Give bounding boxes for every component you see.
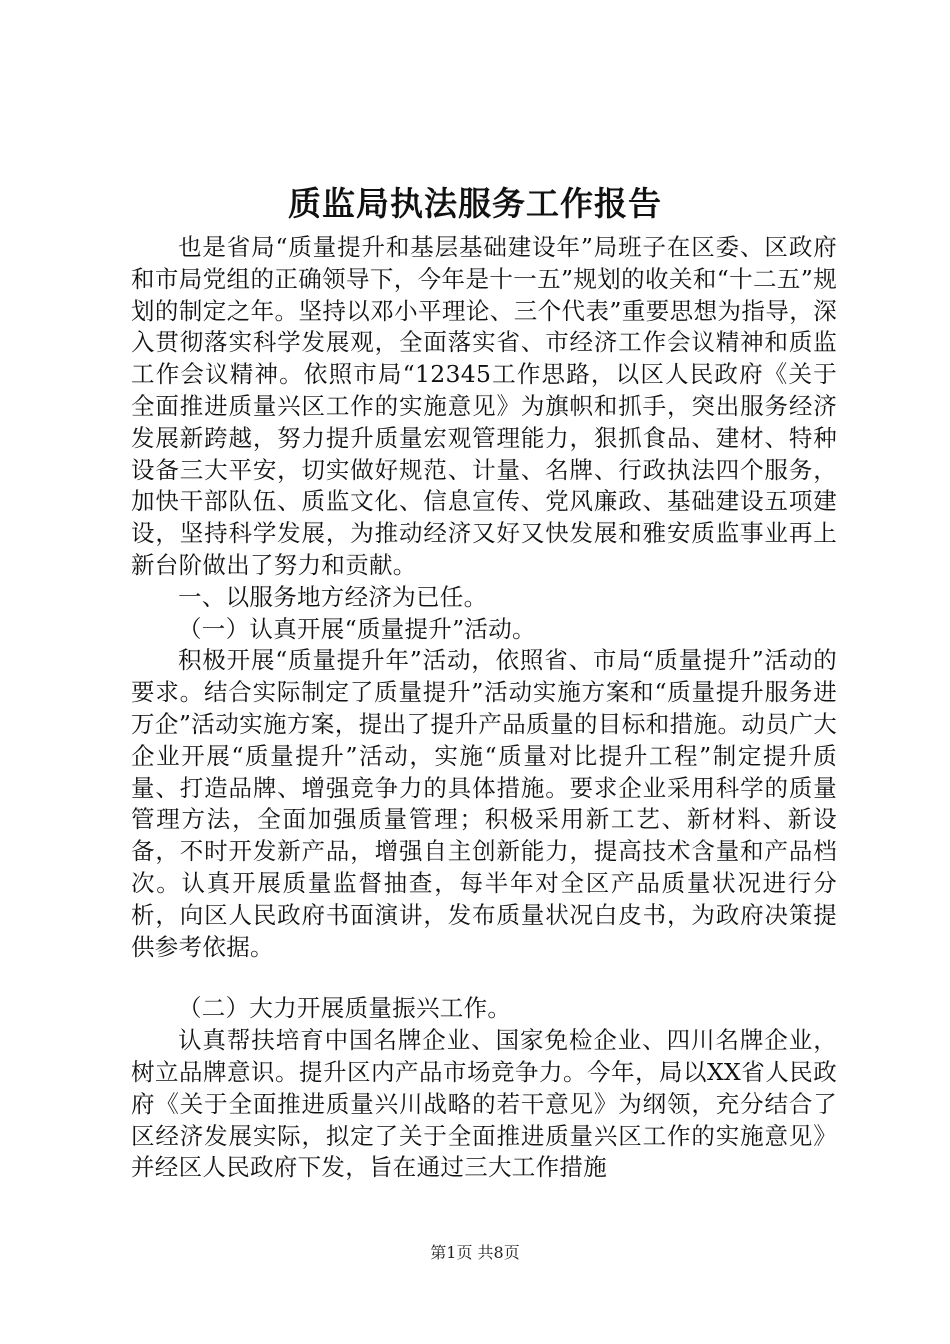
page-number-footer: 第1页 共8页 [430, 1243, 520, 1262]
subsection-heading-2: （二）大力开展质量振兴工作。 [178, 994, 512, 1023]
paragraph-quality-revitalization: 认真帮扶培育中国名牌企业、国家免检企业、四川名牌企业，树立品牌意识。提升区内产品市场竞争力。今年，局以XX省人民政府《关于全面推进质量兴川战略的若干意见》为纲领，充分结合了区经济发展实际，拟定了关于全面推进质量兴区工作的实施意见》并经区人民政府下发，旨在通过三大工作措施 [131, 1026, 837, 1182]
subsection-heading-1: （一）认真开展“质量提升”活动。 [178, 614, 536, 643]
document-title: 质监局执法服务工作报告 [288, 184, 662, 223]
section-heading-1: 一、以服务地方经济为已任。 [178, 582, 488, 611]
paragraph-quality-improvement: 积极开展“质量提升年”活动，依照省、市局“质量提升”活动的要求。结合实际制定了质量提升”活动实施方案和“质量提升服务进万企”活动实施方案，提出了提升产品质量的目标和措施。动员广大企业开展“质量提升”活动，实施“质量对比提升工程”制定提升质量、打造品牌、增强竞争力的具体措施。要求企业采用科学的质量管理方法，全面加强质量管理；积极采用新工艺、新材料、新设备，不时开发新产品，增强自主创新能力，提高技术含量和产品档次。认真开展质量监督抽查，每半年对全区产品质量状况进行分析，向区人民政府书面演讲，发布质量状况白皮书，为政府决策提供参考依据。 [131, 646, 837, 961]
paragraph-intro: 也是省局“质量提升和基层基础建设年”局班子在区委、区政府和市局党组的正确领导下，今年是十一五”规划的收关和“十二五”规划的制定之年。坚持以邓小平理论、三个代表”重要思想为指导，深入贯彻落实科学发展观，全面落实省、市经济工作会议精神和质监工作会议精神。依照市局“12345工作思路，以区人民政府《关于全面推进质量兴区工作的实施意见》为旗帜和抓手，突出服务经济发展新跨越，努力提升质量宏观管理能力，狠抓食品、建材、特种设备三大平安，切实做好规范、计量、名牌、行政执法四个服务，加快干部队伍、质监文化、信息宣传、党风廉政、基础建设五项建设，坚持科学发展，为推动经济又好又快发展和雅安质监事业再上新台阶做出了努力和贡献。 [131, 233, 837, 579]
document-body [131, 232, 837, 1184]
